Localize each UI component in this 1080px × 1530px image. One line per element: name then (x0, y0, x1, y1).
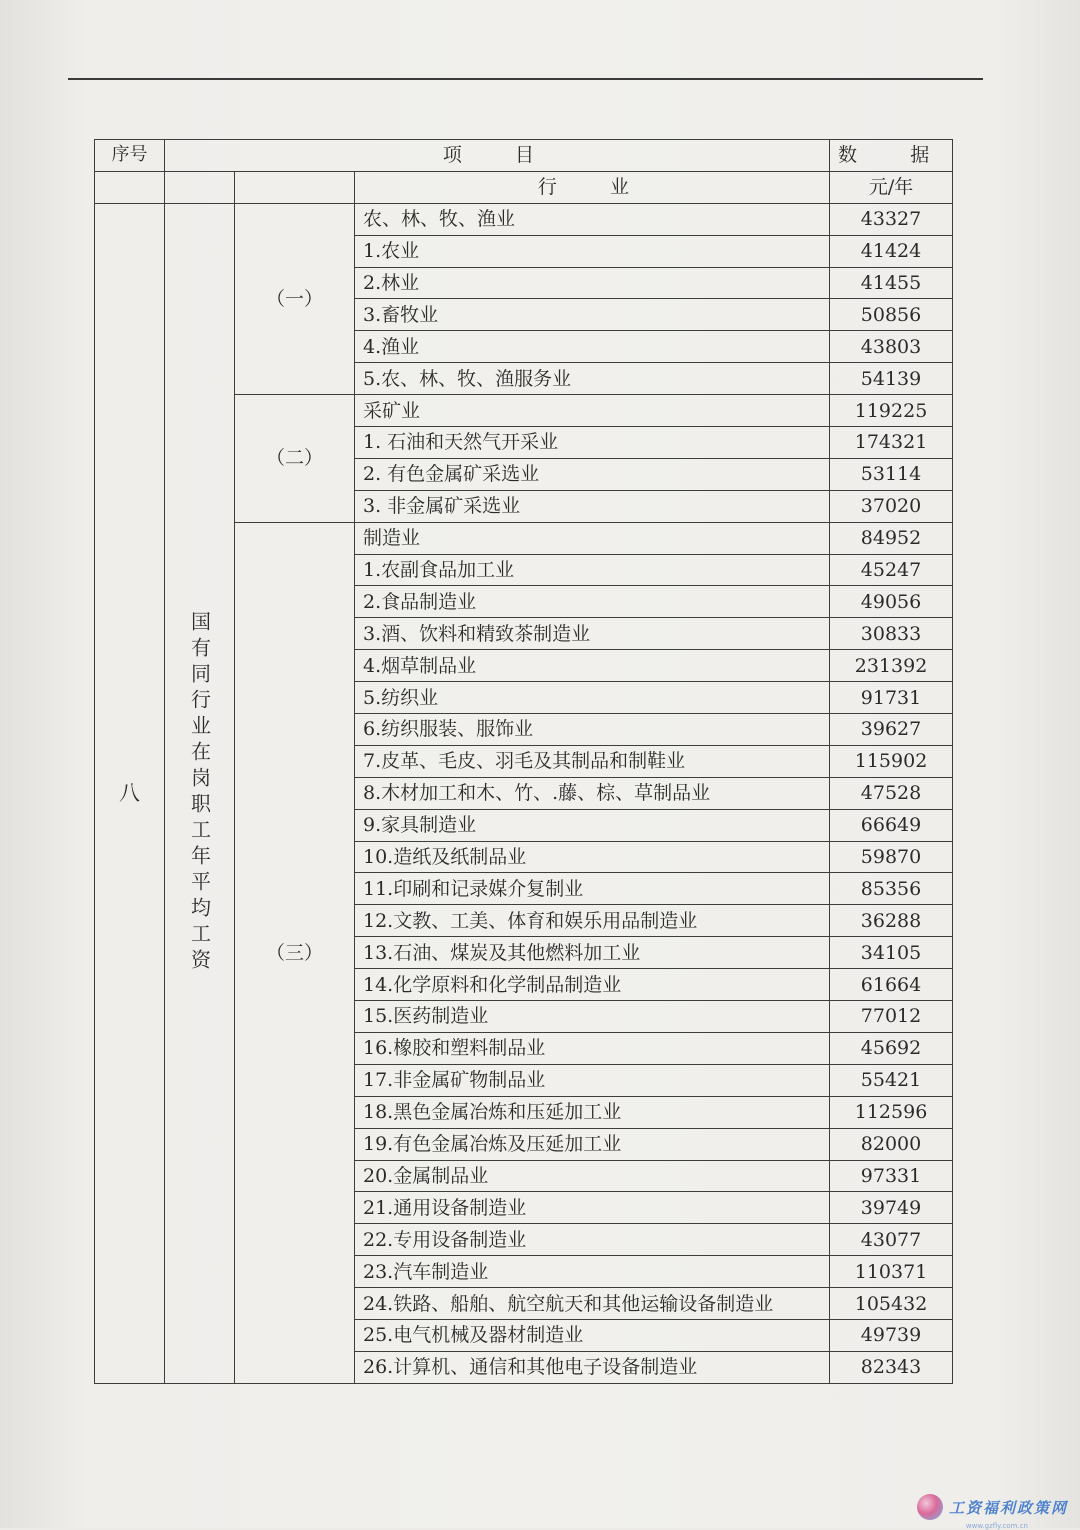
watermark-text: 工资福利政策网 (948, 1498, 1068, 1517)
industry-name: 2. 有色金属矿采选业 (355, 458, 830, 490)
top-rule-divider (68, 78, 983, 80)
wage-value: 66649 (830, 809, 953, 841)
wage-value: 174321 (830, 427, 953, 459)
wage-value: 43077 (830, 1224, 953, 1256)
industry-name: 4.渔业 (355, 331, 830, 363)
flower-logo-icon (917, 1494, 943, 1520)
wage-table (94, 139, 953, 1384)
wage-value: 37020 (830, 490, 953, 522)
table-row (95, 203, 953, 235)
industry-name: 25.电气机械及器材制造业 (355, 1319, 830, 1351)
industry-name: 5.农、林、牧、渔服务业 (355, 363, 830, 395)
section-title: 国有同行业在岗职工年平均工资 (187, 611, 212, 976)
wage-value: 49056 (830, 586, 953, 618)
industry-name: 15.医药制造业 (355, 1001, 830, 1033)
site-watermark (917, 1494, 1068, 1530)
industry-name: 3. 非金属矿采选业 (355, 490, 830, 522)
industry-name: 16.橡胶和塑料制品业 (355, 1032, 830, 1064)
group-label: （三） (235, 522, 355, 1383)
wage-value: 84952 (830, 522, 953, 554)
header-seq: 序号 (95, 140, 165, 172)
wage-value: 39627 (830, 714, 953, 746)
industry-name: 7.皮革、毛皮、羽毛及其制品和制鞋业 (355, 745, 830, 777)
wage-value: 59870 (830, 841, 953, 873)
industry-name: 9.家具制造业 (355, 809, 830, 841)
wage-value: 41455 (830, 267, 953, 299)
industry-name: 13.石油、煤炭及其他燃料加工业 (355, 937, 830, 969)
header-blank-group (235, 171, 355, 203)
industry-name: 17.非金属矿物制品业 (355, 1064, 830, 1096)
industry-name: 2.林业 (355, 267, 830, 299)
wage-value: 77012 (830, 1001, 953, 1033)
wage-value: 105432 (830, 1288, 953, 1320)
industry-name: 10.造纸及纸制品业 (355, 841, 830, 873)
industry-name: 1. 石油和天然气开采业 (355, 427, 830, 459)
wage-value: 54139 (830, 363, 953, 395)
wage-value: 231392 (830, 650, 953, 682)
header-row-2 (95, 171, 953, 203)
wage-value: 39749 (830, 1192, 953, 1224)
header-item: 项 目 (165, 140, 830, 172)
wage-value: 45247 (830, 554, 953, 586)
wage-value: 61664 (830, 969, 953, 1001)
header-industry: 行 业 (355, 171, 830, 203)
wage-value: 55421 (830, 1064, 953, 1096)
wage-value: 97331 (830, 1160, 953, 1192)
industry-name: 1.农副食品加工业 (355, 554, 830, 586)
industry-name: 8.木材加工和木、竹、.藤、棕、草制品业 (355, 777, 830, 809)
header-data: 数 据 (830, 140, 953, 172)
industry-name: 3.酒、饮料和精致茶制造业 (355, 618, 830, 650)
industry-name: 11.印刷和记录媒介复制业 (355, 873, 830, 905)
industry-name: 制造业 (355, 522, 830, 554)
industry-name: 21.通用设备制造业 (355, 1192, 830, 1224)
section-number: 八 (95, 203, 165, 1383)
industry-name: 26.计算机、通信和其他电子设备制造业 (355, 1351, 830, 1383)
industry-name: 22.专用设备制造业 (355, 1224, 830, 1256)
header-unit: 元/年 (830, 171, 953, 203)
group-label: （一） (235, 203, 355, 394)
group-label: （二） (235, 395, 355, 523)
industry-name: 20.金属制品业 (355, 1160, 830, 1192)
wage-value: 41424 (830, 235, 953, 267)
industry-name: 14.化学原料和化学制品制造业 (355, 969, 830, 1001)
industry-name: 24.铁路、船舶、航空航天和其他运输设备制造业 (355, 1288, 830, 1320)
wage-value: 82000 (830, 1128, 953, 1160)
wage-value: 49739 (830, 1319, 953, 1351)
header-blank-title (165, 171, 235, 203)
wage-value: 43803 (830, 331, 953, 363)
header-blank-seq (95, 171, 165, 203)
industry-name: 5.纺织业 (355, 682, 830, 714)
wage-value: 82343 (830, 1351, 953, 1383)
wage-value: 47528 (830, 777, 953, 809)
wage-value: 53114 (830, 458, 953, 490)
watermark-url: www.gzfly.com.cn (965, 1522, 1028, 1530)
section-title-cell (165, 203, 235, 1383)
header-row-1 (95, 140, 953, 172)
wage-value: 110371 (830, 1256, 953, 1288)
industry-name: 12.文教、工美、体育和娱乐用品制造业 (355, 905, 830, 937)
industry-name: 18.黑色金属冶炼和压延加工业 (355, 1096, 830, 1128)
industry-name: 农、林、牧、渔业 (355, 203, 830, 235)
industry-name: 23.汽车制造业 (355, 1256, 830, 1288)
wage-value: 43327 (830, 203, 953, 235)
wage-value: 30833 (830, 618, 953, 650)
industry-name: 4.烟草制品业 (355, 650, 830, 682)
industry-name: 19.有色金属冶炼及压延加工业 (355, 1128, 830, 1160)
wage-value: 36288 (830, 905, 953, 937)
industry-name: 2.食品制造业 (355, 586, 830, 618)
wage-value: 45692 (830, 1032, 953, 1064)
wage-value: 91731 (830, 682, 953, 714)
wage-value: 119225 (830, 395, 953, 427)
industry-name: 采矿业 (355, 395, 830, 427)
industry-name: 1.农业 (355, 235, 830, 267)
industry-name: 3.畜牧业 (355, 299, 830, 331)
industry-name: 6.纺织服装、服饰业 (355, 714, 830, 746)
wage-value: 50856 (830, 299, 953, 331)
wage-value: 115902 (830, 745, 953, 777)
wage-value: 112596 (830, 1096, 953, 1128)
wage-value: 34105 (830, 937, 953, 969)
wage-value: 85356 (830, 873, 953, 905)
